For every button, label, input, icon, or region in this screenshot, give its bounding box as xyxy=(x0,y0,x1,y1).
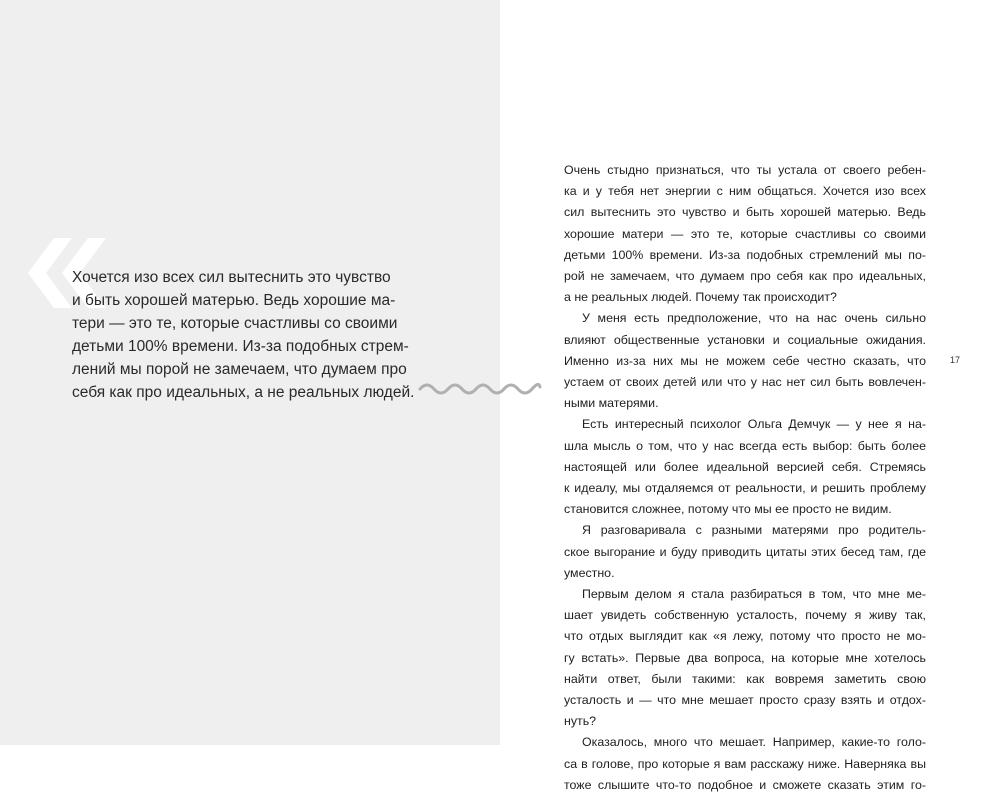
text-line: Оказалось, много что мешает. Например, какие-то голо- xyxy=(582,735,926,750)
text-line: ское выгорание и буду приводить цитаты этих бесед там, где xyxy=(564,544,926,559)
text-line: шла мысль о том, что у нас всегда есть выбор: быть более xyxy=(564,438,926,453)
text-line: шает увидеть собственную усталость, почему я живу так, xyxy=(564,608,926,623)
text-line: ными матерями. xyxy=(564,396,659,411)
text-line: Именно из-за них мы не можем себе честно сказать, что xyxy=(564,353,926,368)
text-line: Первым делом я стала разбираться в том, что мне ме- xyxy=(582,587,926,602)
text-line: Есть интересный психолог Ольга Демчук — у нее я на- xyxy=(582,417,926,432)
text-line: детьми 100% времени. Из-за подобных стремлений мы по- xyxy=(564,247,926,262)
text-line: са в голове, про которые я вам расскажу ниже. Наверняка вы xyxy=(564,756,926,771)
pull-quote-line: себя как про идеальных, а не реальных людей. xyxy=(72,384,415,401)
text-line: найти ответ, были такими: как вовремя заметить свою xyxy=(564,671,926,686)
text-line: сил вытеснить это чувство и быть хорошей матерью. Ведь xyxy=(564,205,926,220)
text-line: хорошие матери — это те, которые счастливы со своими xyxy=(564,226,926,241)
text-line: влияют общественные установки и социальные ожидания. xyxy=(564,332,926,347)
text-line: усталость и — что мне мешает просто сразу взять и отдох- xyxy=(564,693,926,708)
text-line: к идеалу, мы отдаляемся от реальности, и решить проблему xyxy=(564,481,926,496)
text-line: устаем от своих детей или что у нас нет сил быть вовлечен- xyxy=(564,375,926,390)
page-number: 17 xyxy=(950,355,961,365)
text-line: тоже слышите что-то подобное и сможете сказать этим го- xyxy=(564,777,926,792)
text-line: Очень стыдно признаться, что ты устала от своего ребен- xyxy=(564,163,926,177)
pull-quote-line: лений мы порой не замечаем, что думаем про xyxy=(72,361,407,378)
text-line: ка и у тебя нет энергии с ним общаться. Хочется изо всех xyxy=(564,184,926,199)
text-line: У меня есть предположение, что на нас очень сильно xyxy=(582,311,926,326)
pull-quote-line: Хочется изо всех сил вытеснить это чувство xyxy=(72,269,391,286)
text-line: становится сложнее, потому что мы ее просто не видим. xyxy=(564,502,892,517)
text-line: настоящей или более идеальной версией себя. Стремясь xyxy=(564,459,926,474)
text-line: уместно. xyxy=(564,565,615,580)
text-line: а не реальных людей. Почему так происходит? xyxy=(564,290,837,305)
wavy-divider-icon xyxy=(418,378,542,396)
text-line: Я разговаривала с разными матерями про родитель- xyxy=(582,523,926,538)
text-line: что отдых выглядит как «я лежу, потому что просто не мо- xyxy=(564,629,926,644)
text-line: гу встать». Первые два вопроса, на которые мне хотелось xyxy=(564,650,926,665)
text-line: нуть? xyxy=(564,714,597,729)
text-line: рой не замечаем, что думаем про себя как про идеальных, xyxy=(564,269,926,284)
pull-quote xyxy=(72,266,415,404)
pull-quote-line: тери — это те, которые счастливы со своими xyxy=(72,315,398,332)
pull-quote-line: и быть хорошей матерью. Ведь хорошие ма- xyxy=(72,292,396,309)
pull-quote-line: детьми 100% времени. Из-за подобных стрем- xyxy=(72,338,409,355)
main-text xyxy=(564,160,926,796)
